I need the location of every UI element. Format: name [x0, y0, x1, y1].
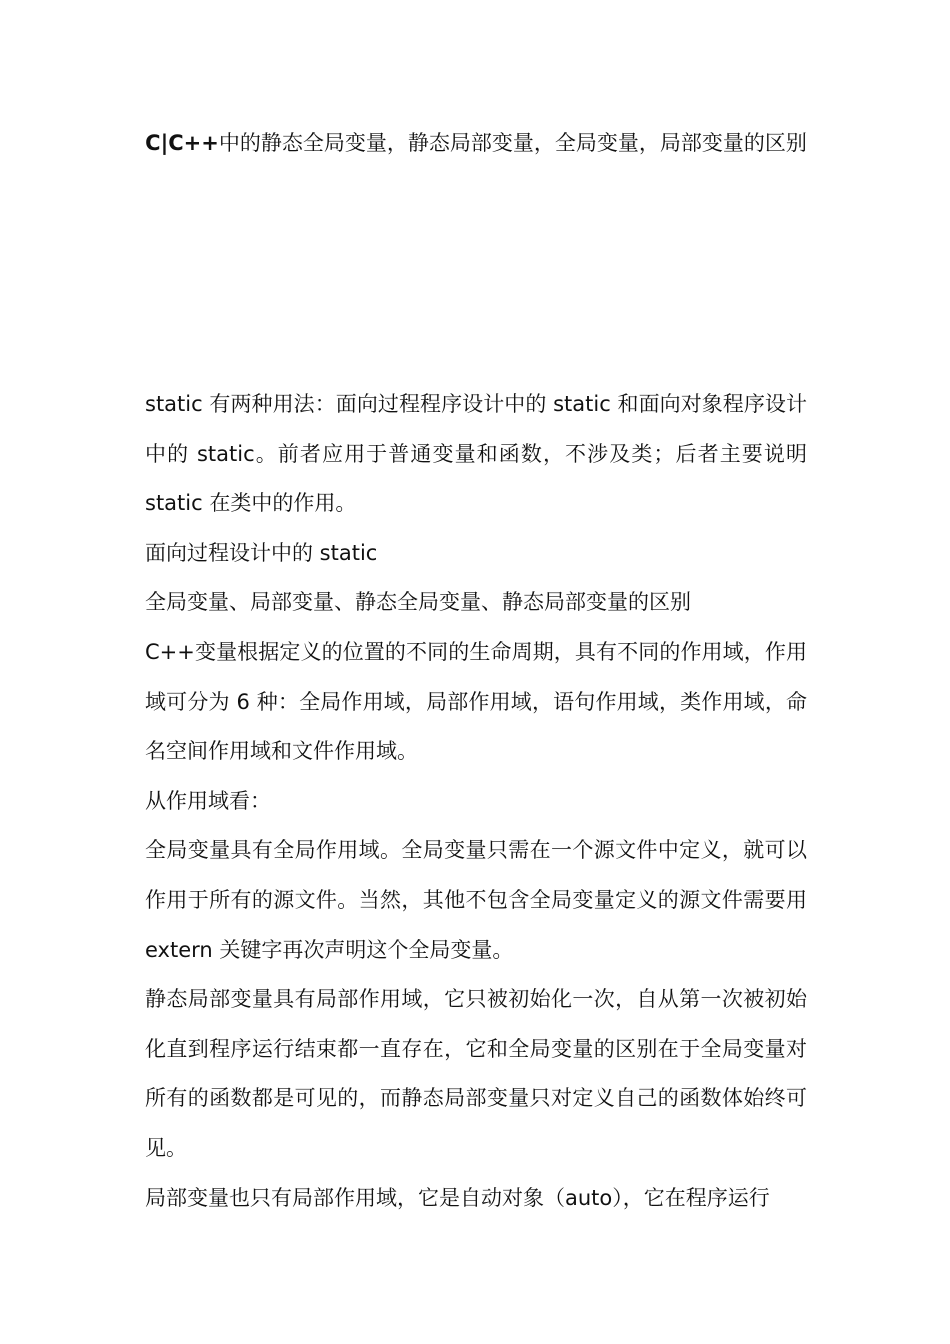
paragraph-global-variable: 全局变量具有全局作用域。全局变量只需在一个源文件中定义，就可以作用于所有的源文件。当然，其他不包含全局变量定义的源文件需要用 extern 关键字再次声明这个全局变量。	[145, 838, 807, 962]
paragraph-local-variable: 局部变量也只有局部作用域，它是自动对象（auto），它在程序运行	[145, 1185, 770, 1210]
heading-procedural-static: 面向过程设计中的 static	[145, 540, 378, 565]
document-title	[145, 118, 807, 168]
paragraph-static-local-variable: 静态局部变量具有局部作用域，它只被初始化一次，自从第一次被初始化直到程序运行结束都一直存在，它和全局变量的区别在于全局变量对所有的函数都是可见的，而静态局部变量只对定义自己的函数体始终可见。	[145, 987, 807, 1160]
title-prefix: C|C++	[145, 131, 219, 155]
paragraph-static-usage: static 有两种用法：面向过程程序设计中的 static 和面向对象程序设计中的 static。前者应用于普通变量和函数，不涉及类；后者主要说明 static 在类中的作用。	[145, 392, 807, 516]
heading-from-scope: 从作用域看：	[145, 788, 271, 813]
document-body	[145, 380, 807, 1223]
title-text: 中的静态全局变量，静态局部变量，全局变量，局部变量的区别	[218, 131, 807, 155]
heading-variable-differences: 全局变量、局部变量、静态全局变量、静态局部变量的区别	[145, 590, 691, 615]
paragraph-scope-types: C++变量根据定义的位置的不同的生命周期，具有不同的作用域，作用域可分为 6 种：全局作用域，局部作用域，语句作用域，类作用域，命名空间作用域和文件作用域。	[145, 639, 807, 764]
